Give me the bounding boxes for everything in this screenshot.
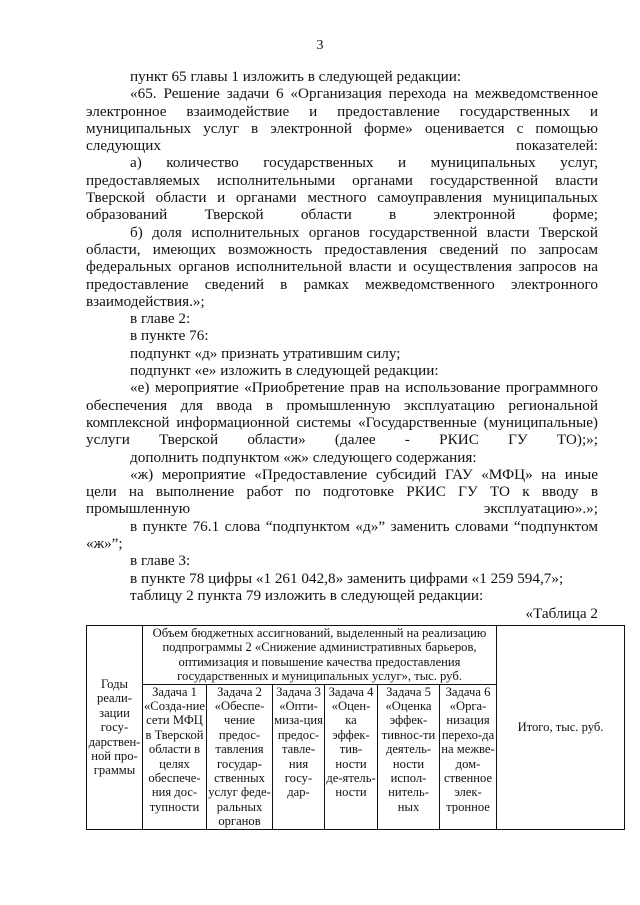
paragraph: в главе 2: — [130, 310, 191, 328]
paragraph: «е) мероприятие «Приобретение прав на использование программного обеспечения для ввода в промышленную эксплуатацию региональной комплексной информационной системы «Государственные (муниципальные) услуги Тверской области» (далее - РКИС ГУ ТО);»; — [86, 379, 598, 449]
paragraph: «65. Решение задачи 6 «Организация перехода на межведомственное электронное взаимодействие и предоставление государственных и муниципальных услуг в электронной форме» оценивается с помощью следующих показателей: — [86, 85, 598, 155]
task-header: Задача 3 «Опти-миза-ция предос-тавле-ния госу-дар- — [273, 684, 325, 829]
paragraph: пункт 65 главы 1 изложить в следующей редакции: — [130, 68, 462, 85]
paragraph: подпункт «д» признать утратившим силу; — [130, 344, 401, 362]
paragraph: в пункте 78 цифры «1 261 042,8» заменить цифрами «1 259 594,7»; — [130, 569, 564, 587]
paragraph: «ж) мероприятие «Предоставление субсидий ГАУ «МФЦ» на иные цели на выполнение работ по подготовке РКИС ГУ ТО к вводу в промышленную эксплуатацию».»; — [86, 465, 598, 518]
paragraph: дополнить подпунктом «ж» следующего содержания: — [130, 448, 477, 466]
table-caption: «Таблица 2 — [525, 605, 598, 622]
budget-table — [86, 625, 625, 830]
paragraph: а) количество государственных и муниципальных услуг, предоставляемых исполнительными органами государственной власти Тверской области и органами местного самоуправления муниципальных образований Тверской области в электронной форме; — [86, 154, 598, 224]
paragraph: в пункте 76.1 слова “подпунктом «д»” заменить словами “подпунктом «ж»”; — [86, 517, 598, 553]
task-header: Задача 2 «Обеспе-чение предос-тавления государ-ственных услуг феде-ральных органов — [208, 684, 271, 829]
budget-header: Объем бюджетных ассигнований, выделенный на реализацию подпрограммы 2 «Снижение административных барьеров, оптимизация и повышение качества предоставления государственных и муниципальных услуг», тыс. руб. — [143, 626, 497, 685]
task-header: Задача 6 «Орга-низация перехо-да на межве-дом-ственное элек-тронное — [440, 684, 497, 829]
years-header: Годы реали-зации госу-дарствен-ной про-граммы — [87, 626, 143, 830]
body-text — [86, 68, 598, 604]
paragraph: таблицу 2 пункта 79 изложить в следующей редакции: — [130, 586, 484, 604]
total-header: Итого, тыс. руб. — [497, 626, 625, 830]
task-header: Задача 5 «Оценка эффек-тивнос-ти деятель-ности испол-нитель-ных — [378, 684, 440, 829]
task-header: Задача 1 «Созда-ние сети МФЦ в Тверской области в целях обеспече-ния дос-тупности — [143, 684, 207, 829]
paragraph: подпункт «е» изложить в следующей редакции: — [130, 362, 439, 380]
page-number: 3 — [316, 38, 324, 53]
paragraph: б) доля исполнительных органов государственной власти Тверской области, имеющих возможность предоставления сведений по запросам федеральных органов исполнительной власти и осуществления запросов на предоставление сведений в рамках межведомственного электронного взаимодействия.»; — [86, 223, 598, 310]
task-header: Задача 4 «Оцен-ка эффек-тив-ности де-ятель-ности — [325, 684, 378, 829]
paragraph: в пункте 76: — [130, 327, 209, 345]
paragraph: в главе 3: — [130, 552, 191, 570]
